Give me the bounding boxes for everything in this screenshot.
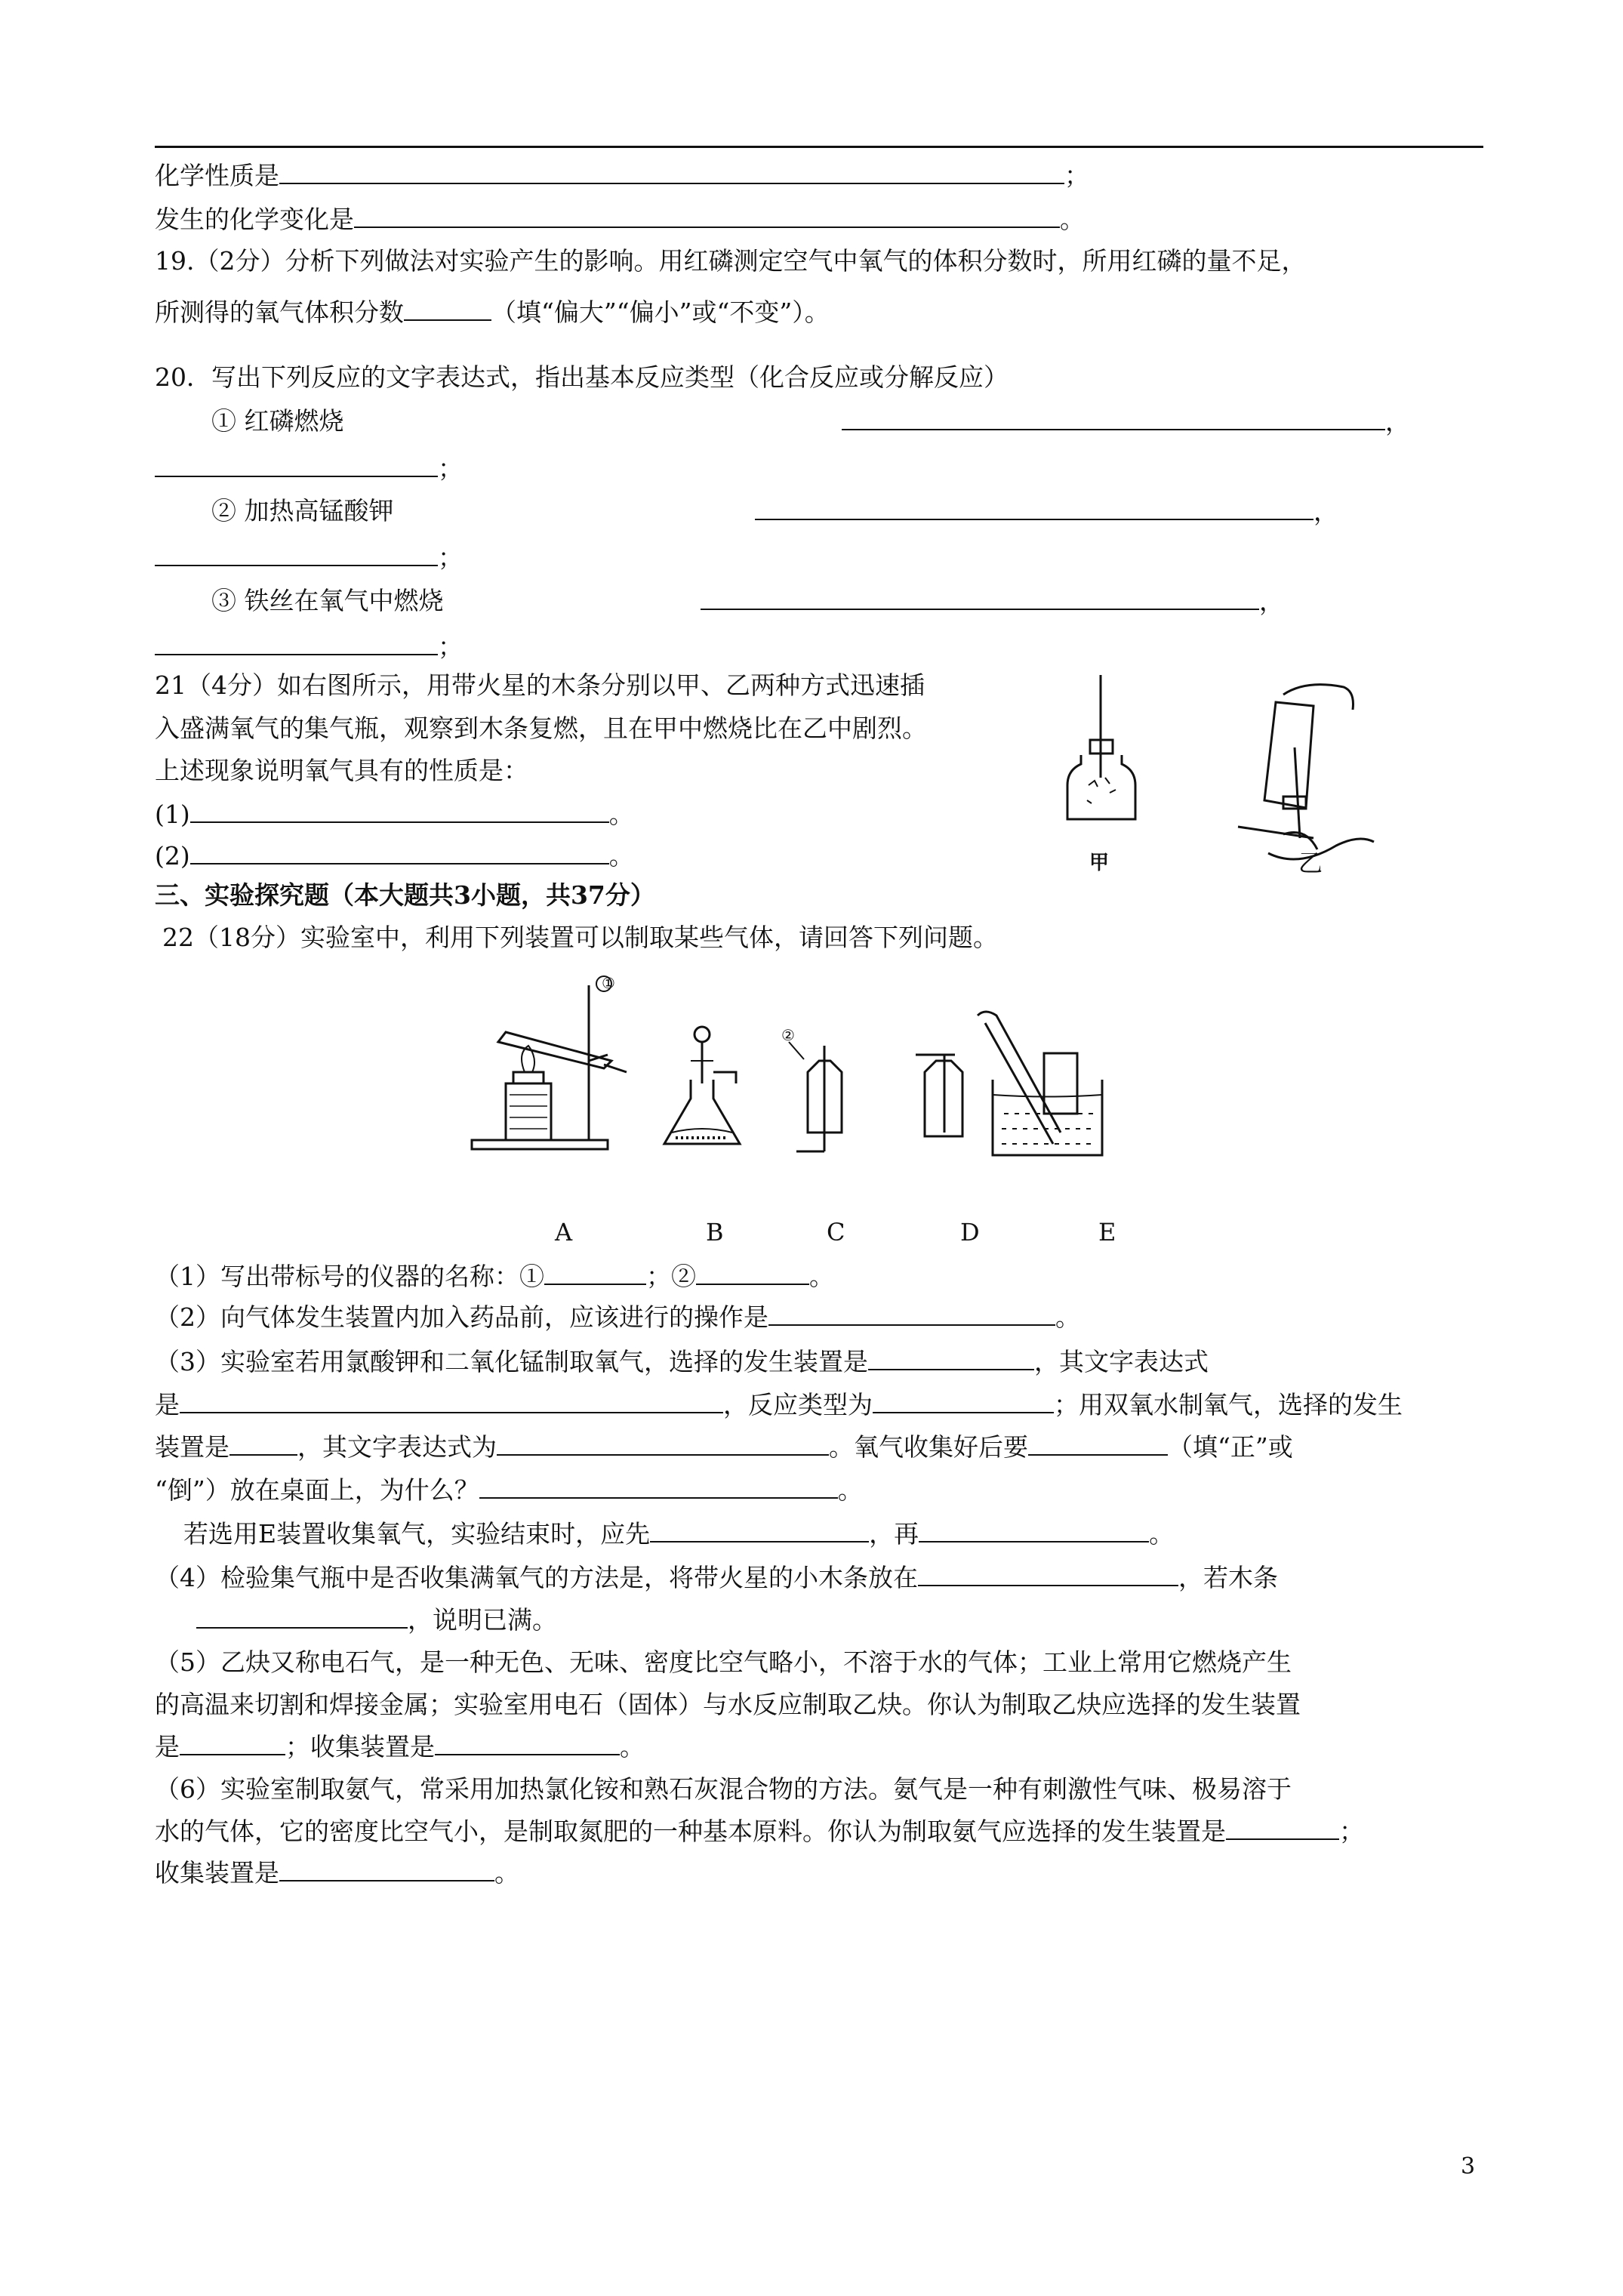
q22-part5-line2: 的高温来切割和焊接金属；实验室用电石（固体）与水反应制取乙炔。你认为制取乙炔应选择的发生装置 (155, 1690, 1301, 1719)
text: 化学性质是 (155, 161, 279, 190)
text: （填“偏大”“偏小”或“不变”）。 (491, 297, 830, 327)
q22-part5-line1: （5）乙炔又称电石气，是一种无色、无味、密度比空气略小，不溶于水的气体；工业上常用它燃烧产生 (155, 1647, 1292, 1677)
text: ， (1385, 407, 1410, 436)
text: 。 (837, 1475, 863, 1505)
answer-blank[interactable] (701, 586, 1259, 610)
q19-line1: 19.（2分）分析下列做法对实验产生的影响。用红磷测定空气中氧气的体积分数时，所用红磷的量不足， (155, 246, 1307, 276)
q22-part6-line1: （6）实验室制取氨气，常采用加热氯化铵和熟石灰混合物的方法。氨气是一种有刺激性气味、极易溶于 (155, 1774, 1292, 1804)
text: ； (1339, 1817, 1364, 1846)
answer-blank[interactable] (1226, 1816, 1339, 1840)
q22-part6-line3 (155, 1857, 519, 1888)
text: ，反应类型为 (723, 1390, 873, 1419)
text: （3）实验室若用氯酸钾和二氧化锰制取氧气，选择的发生装置是 (155, 1347, 868, 1376)
answer-blank[interactable] (229, 1432, 297, 1456)
q22-part6-line2 (155, 1816, 1364, 1847)
text: 。氧气收集好后要 (829, 1432, 1028, 1462)
q20-item-2: ② 加热高锰酸钾 (211, 496, 394, 525)
text: ；② (646, 1262, 696, 1291)
section-3-title: 三、实验探究题（本大题共3小题，共37分） (155, 880, 655, 910)
text: 装置是 (155, 1432, 229, 1462)
q18-chem-change-line (155, 204, 1085, 235)
text: 。 (620, 1732, 645, 1761)
q20-item-1-type (155, 453, 463, 484)
q22-part5-line3 (155, 1731, 645, 1762)
apparatus-label-e: E (1098, 1218, 1116, 1247)
apparatus-c-icon (789, 1042, 842, 1151)
text: 发生的化学变化是 (155, 205, 354, 234)
q20-item-3-type (155, 631, 463, 662)
text: ； (1064, 161, 1089, 190)
apparatus-b-icon (664, 1027, 740, 1144)
q21-line1: 21（4分）如右图所示，用带火星的木条分别以甲、乙两种方式迅速插 (155, 670, 925, 700)
text: ， (1259, 587, 1284, 616)
text: 收集装置是 (155, 1858, 279, 1888)
answer-blank[interactable] (404, 297, 491, 321)
q22-part1 (155, 1261, 834, 1292)
text: 。 (1149, 1519, 1175, 1549)
text: ；用双氧水制氧气，选择的发生 (1054, 1390, 1403, 1419)
q22-part3-line2 (155, 1389, 1403, 1420)
bottle-yi-icon (1238, 685, 1374, 859)
q18-chem-property-line (155, 160, 1089, 191)
q20-item-3-blank (701, 586, 1284, 617)
q21-line2: 入盛满氧气的集气瓶，观察到木条复燃，且在甲中燃烧比在乙中剧烈。 (155, 713, 927, 743)
text: 所测得的氧气体积分数 (155, 297, 404, 327)
answer-blank[interactable] (873, 1389, 1054, 1413)
answer-blank[interactable] (196, 1604, 408, 1629)
text: ，再 (869, 1519, 919, 1549)
q22-part3-line1 (155, 1346, 1209, 1377)
answer-blank[interactable] (650, 1518, 869, 1542)
answer-blank[interactable] (155, 631, 438, 655)
text: 。 (608, 841, 634, 871)
q22-part2 (155, 1302, 1080, 1333)
text: ； (438, 543, 463, 572)
q22-part4-line1 (155, 1562, 1278, 1593)
text: ； (438, 632, 463, 661)
q22-part3-line4 (155, 1475, 863, 1505)
page-number: 3 (1461, 2153, 1476, 2180)
q22-part3-line5 (183, 1518, 1174, 1549)
q20-item-2-blank (755, 496, 1338, 527)
text: ，其文字表达式为 (297, 1432, 497, 1462)
answer-blank[interactable] (180, 1389, 723, 1413)
text: ，说明已满。 (408, 1605, 557, 1635)
q21-answer-1 (155, 799, 634, 830)
text: 。 (809, 1262, 834, 1291)
text: 。 (608, 800, 634, 829)
text: ， (1313, 497, 1338, 526)
answer-blank[interactable] (354, 204, 1060, 228)
apparatus-d-icon (916, 1055, 962, 1136)
answer-blank[interactable] (479, 1475, 838, 1499)
apparatus-label-b: B (706, 1218, 724, 1247)
text: 是 (155, 1732, 180, 1761)
apparatus-figure (464, 970, 1189, 1204)
bottle-jia-icon (1067, 675, 1135, 819)
answer-blank[interactable] (755, 496, 1313, 520)
text: ； (438, 454, 463, 483)
q20-item-2-type (155, 542, 463, 573)
answer-blank[interactable] (918, 1562, 1178, 1586)
answer-blank[interactable] (190, 840, 609, 864)
answer-blank[interactable] (696, 1261, 809, 1285)
fig-label-jia: 甲 (1089, 852, 1110, 874)
q21-figure (1057, 664, 1419, 883)
answer-blank[interactable] (919, 1518, 1149, 1542)
q20-item-3: ③ 铁丝在氧气中燃烧 (211, 586, 444, 615)
text: 。 (1055, 1302, 1080, 1332)
q20-item-1: ① 红磷燃烧 (211, 406, 344, 436)
answer-blank[interactable] (155, 542, 438, 566)
text: 若选用E装置收集氧气，实验结束时，应先 (183, 1519, 651, 1549)
answer-blank[interactable] (279, 1857, 494, 1881)
text: 。 (1060, 205, 1085, 234)
answer-blank[interactable] (497, 1432, 829, 1456)
text: （2）向气体发生装置内加入药品前，应该进行的操作是 (155, 1302, 768, 1332)
text: （填“正”或 (1168, 1432, 1293, 1462)
answer-blank[interactable] (435, 1731, 620, 1755)
marker-1: ① (602, 974, 615, 992)
answer-blank[interactable] (868, 1346, 1034, 1370)
q22-intro: 22（18分）实验室中，利用下列装置可以制取某些气体，请回答下列问题。 (162, 923, 998, 952)
answer-blank[interactable] (279, 160, 1064, 184)
text: (2) (155, 841, 190, 871)
text: ，若木条 (1178, 1563, 1278, 1592)
q22-part3-line3 (155, 1432, 1293, 1462)
text: 是 (155, 1390, 180, 1419)
apparatus-label-d: D (960, 1218, 980, 1247)
text: “倒”）放在桌面上，为什么？ (155, 1475, 479, 1505)
apparatus-label-c: C (827, 1218, 845, 1247)
fig-label-yi: 乙 (1298, 849, 1323, 877)
q21-answer-2 (155, 840, 634, 871)
header-rule (155, 146, 1483, 148)
text: (1) (155, 800, 190, 829)
answer-blank[interactable] (1028, 1432, 1168, 1456)
answer-blank[interactable] (768, 1302, 1055, 1326)
answer-blank[interactable] (842, 406, 1385, 430)
text: ；收集装置是 (285, 1732, 435, 1761)
answer-blank[interactable] (544, 1261, 646, 1285)
q19-line2 (155, 297, 830, 328)
text: ，其文字表达式 (1034, 1347, 1209, 1376)
apparatus-e-icon (978, 1012, 1102, 1155)
answer-blank[interactable] (155, 453, 438, 477)
q22-part4-line2 (196, 1604, 557, 1635)
q20-title: 20．写出下列反应的文字表达式，指出基本反应类型（化合反应或分解反应） (155, 362, 1009, 392)
text: 。 (494, 1858, 519, 1888)
apparatus-a-icon (472, 976, 627, 1149)
q20-item-1-blank (842, 406, 1410, 437)
apparatus-label-a: A (555, 1218, 573, 1247)
q21-line3: 上述现象说明氧气具有的性质是： (155, 756, 528, 785)
answer-blank[interactable] (180, 1731, 285, 1755)
marker-2: ② (781, 1026, 795, 1044)
text: （4）检验集气瓶中是否收集满氧气的方法是，将带火星的小木条放在 (155, 1563, 918, 1592)
answer-blank[interactable] (190, 799, 609, 823)
text: （1）写出带标号的仪器的名称：① (155, 1262, 544, 1291)
text: 水的气体，它的密度比空气小，是制取氮肥的一种基本原料。你认为制取氨气应选择的发生装置是 (155, 1817, 1226, 1846)
